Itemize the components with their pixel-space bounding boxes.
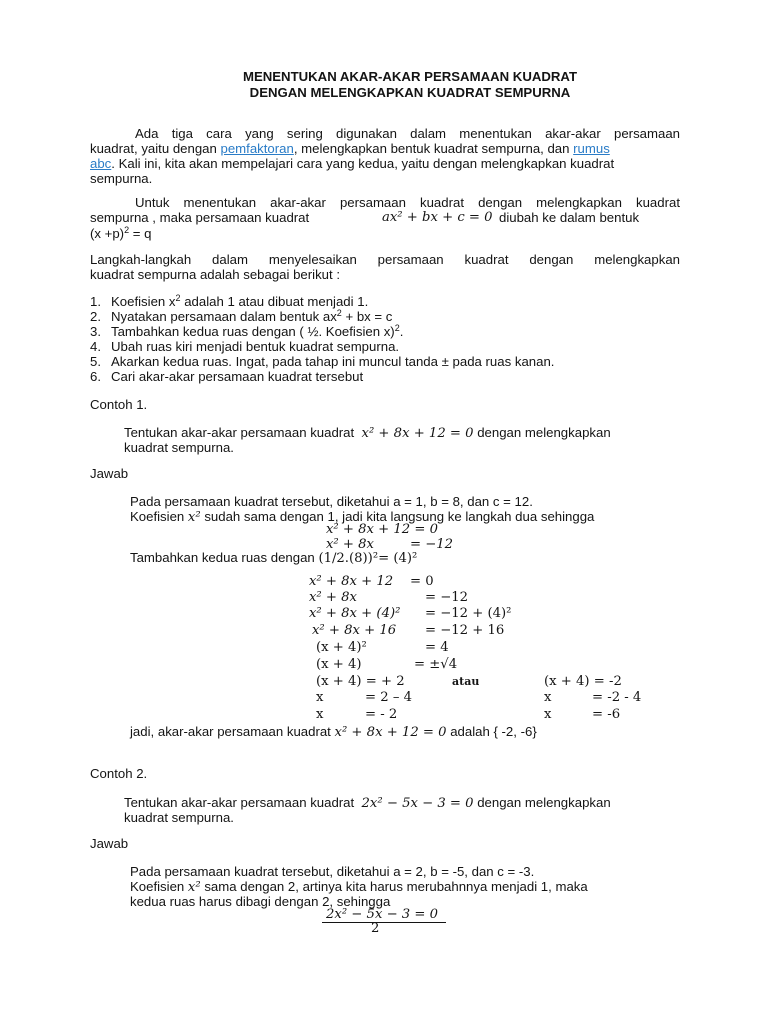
solve-step-left: (x + 4) xyxy=(316,657,362,672)
solve-step-left: x xyxy=(316,690,324,705)
para2-equation: ax² + bx + c = 0 xyxy=(382,210,493,225)
example2-heading: Contoh 2. xyxy=(90,766,148,781)
para2-line1: Untuk menentukan akar-akar persamaan kuadrat dengan melengkapkan kuadrat xyxy=(135,195,680,210)
fraction-numerator: 2x² − 5x − 3 = 0 xyxy=(326,907,439,922)
example1-add-line: Tambahkan kedua ruas dengan (1/2.(8))²= (4)² xyxy=(130,550,418,566)
steps-intro-line2: kuadrat sempurna adalah sebagai berikut : xyxy=(90,267,340,282)
example2-coef-line: Koefisien x² sama dengan 2, artinya kita harus merubahnnya menjadi 1, maka xyxy=(130,879,588,895)
solve-step-right: = −12 + 16 xyxy=(425,623,505,638)
rumus-abc-link-part1[interactable]: rumus xyxy=(573,141,610,156)
solve-step-right: = −12 + (4)² xyxy=(425,606,512,621)
solve-step-left: x² + 8x + 16 xyxy=(312,623,397,638)
solve-step-left: x² + 8x + 12 xyxy=(309,574,394,589)
solve-step-left: (x + 4) = + 2 xyxy=(316,674,405,689)
solve-step-right: = ±√4 xyxy=(414,657,458,672)
alt-step-right: = -6 xyxy=(592,707,621,722)
example1-question-line2: kuadrat sempurna. xyxy=(124,440,234,455)
solve-step-right: = 0 xyxy=(410,574,434,589)
example1-eq2-right: = −12 xyxy=(410,537,454,552)
para2-line2a: sempurna , maka persamaan kuadrat xyxy=(90,210,310,225)
alt-step-left: x xyxy=(544,707,552,722)
para2-line2b: diubah ke dalam bentuk xyxy=(499,210,640,225)
document-title-line2: DENGAN MELENGKAPKAN KUADRAT SEMPURNA xyxy=(249,85,571,100)
example2-known-values: Pada persamaan kuadrat tersebut, diketahui a = 2, b = -5, dan c = -3. xyxy=(130,864,535,879)
atau-label: atau xyxy=(452,675,480,688)
example1-eq1: x² + 8x + 12 = 0 xyxy=(326,522,439,537)
intro-line4: sempurna. xyxy=(90,171,153,186)
steps-intro-line1: Langkah-langkah dalam menyelesaikan persamaan kuadrat dengan melengkapkan xyxy=(90,252,680,267)
list-item: 5. Akarkan kedua ruas. Ingat, pada tahap ini muncul tanda ± pada ruas kanan. xyxy=(90,354,555,369)
example1-heading: Contoh 1. xyxy=(90,397,148,412)
intro-line2: kuadrat, yaitu dengan pemfaktoran, melengkapkan bentuk kuadrat sempurna, dan rumus xyxy=(90,141,610,156)
solve-step-right: = - 2 xyxy=(365,707,398,722)
example1-eq2-left: x² + 8x xyxy=(326,537,374,552)
example2-question-line2: kuadrat sempurna. xyxy=(124,810,234,825)
alt-step-right: = -2 - 4 xyxy=(592,690,642,705)
alt-step-left: x xyxy=(544,690,552,705)
example1-jawab: Jawab xyxy=(90,466,129,481)
solve-step-left: x xyxy=(316,707,324,722)
example2-divide-line: kedua ruas harus dibagi dengan 2, sehingga xyxy=(130,894,391,909)
para2-line3: $(x +p)^2 = q$ xyxy=(90,225,152,241)
list-item: 2. Nyatakan persamaan dalam bentuk $ax^2$ + bx = c xyxy=(90,308,393,324)
solve-step-right: = 4 xyxy=(425,640,449,655)
example2-jawab: Jawab xyxy=(90,836,129,851)
example1-known-values: Pada persamaan kuadrat tersebut, diketahui a = 1, b = 8, dan c = 12. xyxy=(130,494,533,509)
fraction-denominator: 2 xyxy=(371,921,380,936)
rumus-abc-link-part2[interactable]: abc xyxy=(90,156,112,171)
alt-step-left: (x + 4) = -2 xyxy=(544,674,622,689)
example1-coef-line: Koefisien x² sudah sama dengan 1, jadi kita langsung ke langkah dua sehingga xyxy=(130,509,595,525)
example2-question-line1: Tentukan akar-akar persamaan kuadrat 2x² − 5x − 3 = 0 dengan melengkapkan xyxy=(124,795,611,811)
list-item: 1. Koefisien $x^2$ adalah 1 atau dibuat menjadi 1. xyxy=(90,293,369,309)
example1-question-line1: Tentukan akar-akar persamaan kuadrat x² + 8x + 12 = 0 dengan melengkapkan xyxy=(124,425,611,441)
intro-line3: abc. Kali ini, kita akan mempelajari cara yang kedua, yaitu dengan melengkapkan kuadrat xyxy=(90,156,615,171)
solve-step-left: (x + 4)² xyxy=(316,640,367,655)
list-item: 3. Tambahkan kedua ruas dengan ( ½. Koefisien x)$^2$. xyxy=(90,323,404,339)
solve-step-left: x² + 8x xyxy=(309,590,357,605)
example1-conclusion: jadi, akar-akar persamaan kuadrat x² + 8x + 12 = 0 adalah { -2, -6} xyxy=(130,724,537,740)
solve-step-right: = 2 – 4 xyxy=(365,690,412,705)
intro-line1: Ada tiga cara yang sering digunakan dalam menentukan akar-akar persamaan xyxy=(135,126,680,141)
list-item: 6. Cari akar-akar persamaan kuadrat tersebut xyxy=(90,369,364,384)
pemfaktoran-link[interactable]: pemfaktoran xyxy=(220,141,294,156)
fraction-bar xyxy=(322,922,446,923)
list-item: 4. Ubah ruas kiri menjadi bentuk kuadrat sempurna. xyxy=(90,339,400,354)
solve-step-left: x² + 8x + (4)² xyxy=(309,606,401,621)
document-title-line1: MENENTUKAN AKAR-AKAR PERSAMAAN KUADRAT xyxy=(242,69,578,84)
solve-step-right: = −12 xyxy=(425,590,469,605)
